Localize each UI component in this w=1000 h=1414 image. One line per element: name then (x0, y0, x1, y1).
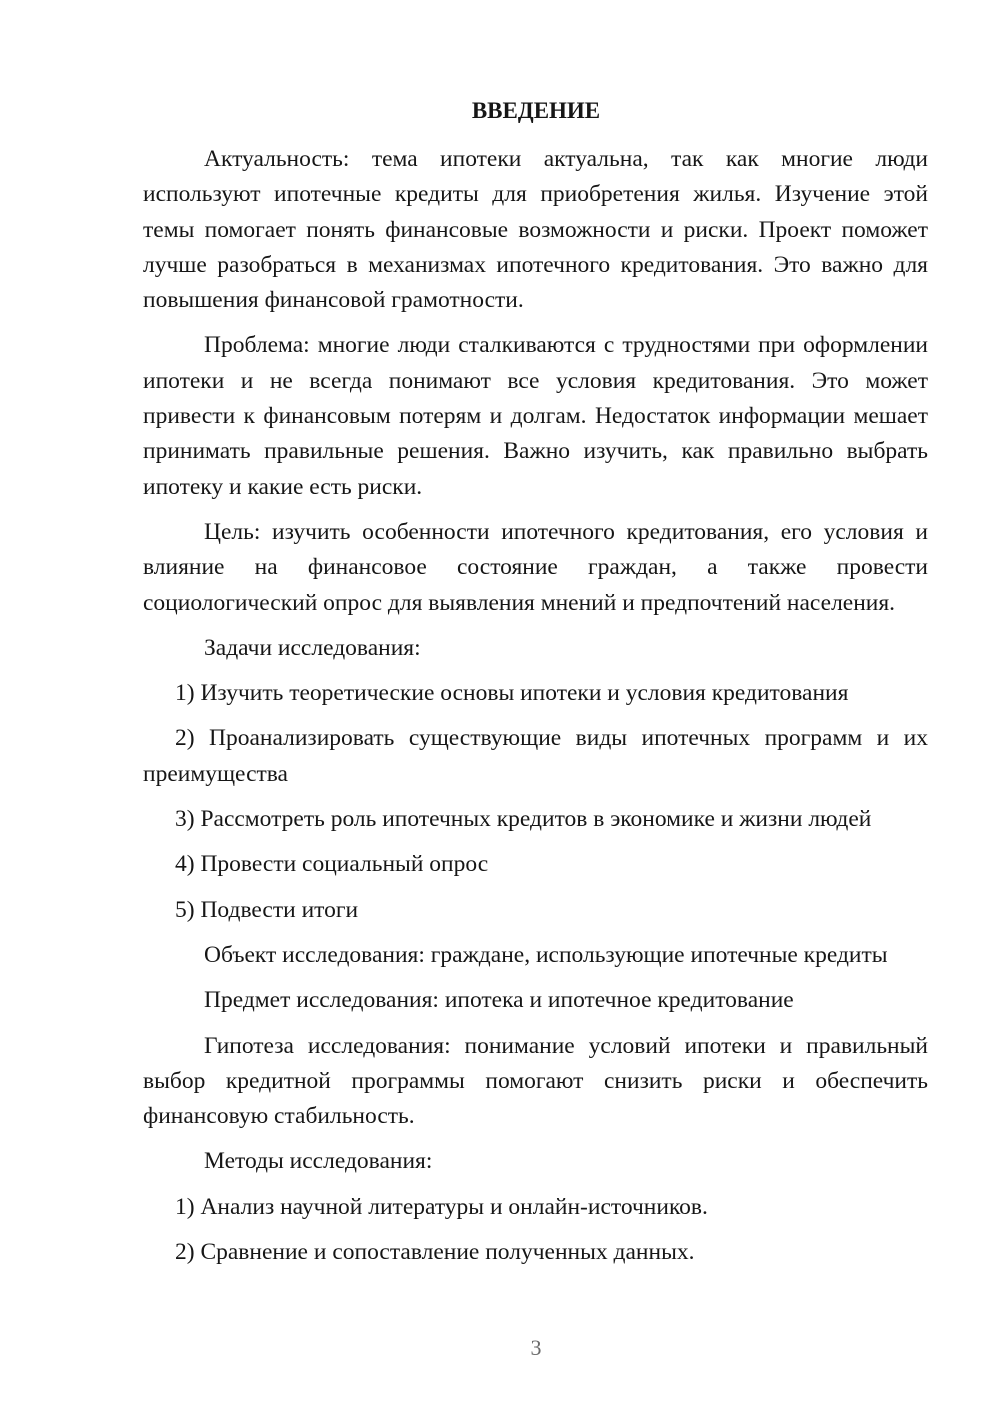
method-item: 2) Сравнение и сопоставление полученных данных. (175, 1239, 695, 1266)
task-item: 5) Подвести итоги (175, 896, 359, 923)
goal-paragraph: Цель: изучить особенности ипотечного кредитования, его условия и влияние на финансовое состояние граждан, а также провести социологический опрос для выявления мнений и предпочтений населения. (143, 518, 928, 616)
page-body (143, 142, 928, 1280)
relevance-paragraph: Актуальность: тема ипотеки актуальна, так как многие люди используют ипотечные кредиты для приобретения жилья. Изучение этой темы помогает понять финансовые возможности и риски. Проект поможет лучше разобраться в механизмах ипотечного кредитования. Это важно для повышения финансовой грамотности. (143, 146, 928, 314)
task-item: 1) Изучить теоретические основы ипотеки и условия кредитования (175, 680, 849, 707)
tasks-heading: Задачи исследования: (204, 634, 421, 661)
page-number: 3 (530, 1335, 542, 1360)
task-item: 4) Провести социальный опрос (175, 851, 489, 878)
methods-heading: Методы исследования: (204, 1148, 433, 1175)
problem-paragraph: Проблема: многие люди сталкиваются с трудностями при оформлении ипотеки и не всегда понимают все условия кредитования. Это может привести к финансовым потерям и долгам. Недостаток информации мешает принимать правильные решения. Важно изучить, как правильно выбрать ипотеку и какие есть риски. (143, 332, 928, 500)
subject-paragraph: Предмет исследования: ипотека и ипотечное кредитование (204, 987, 794, 1014)
method-item: 1) Анализ научной литературы и онлайн-источников. (175, 1193, 708, 1220)
task-item: 3) Рассмотреть роль ипотечных кредитов в экономике и жизни людей (175, 806, 872, 833)
object-paragraph: Объект исследования: граждане, использующие ипотечные кредиты (204, 941, 888, 968)
task-item: 2) Проанализировать существующие виды ипотечных программ и их преимущества (143, 725, 928, 787)
section-title: ВВЕДЕНИЕ (471, 98, 601, 123)
hypothesis-paragraph: Гипотеза исследования: понимание условий ипотеки и правильный выбор кредитной программы помогают снизить риски и обеспечить финансовую стабильность. (143, 1032, 928, 1130)
